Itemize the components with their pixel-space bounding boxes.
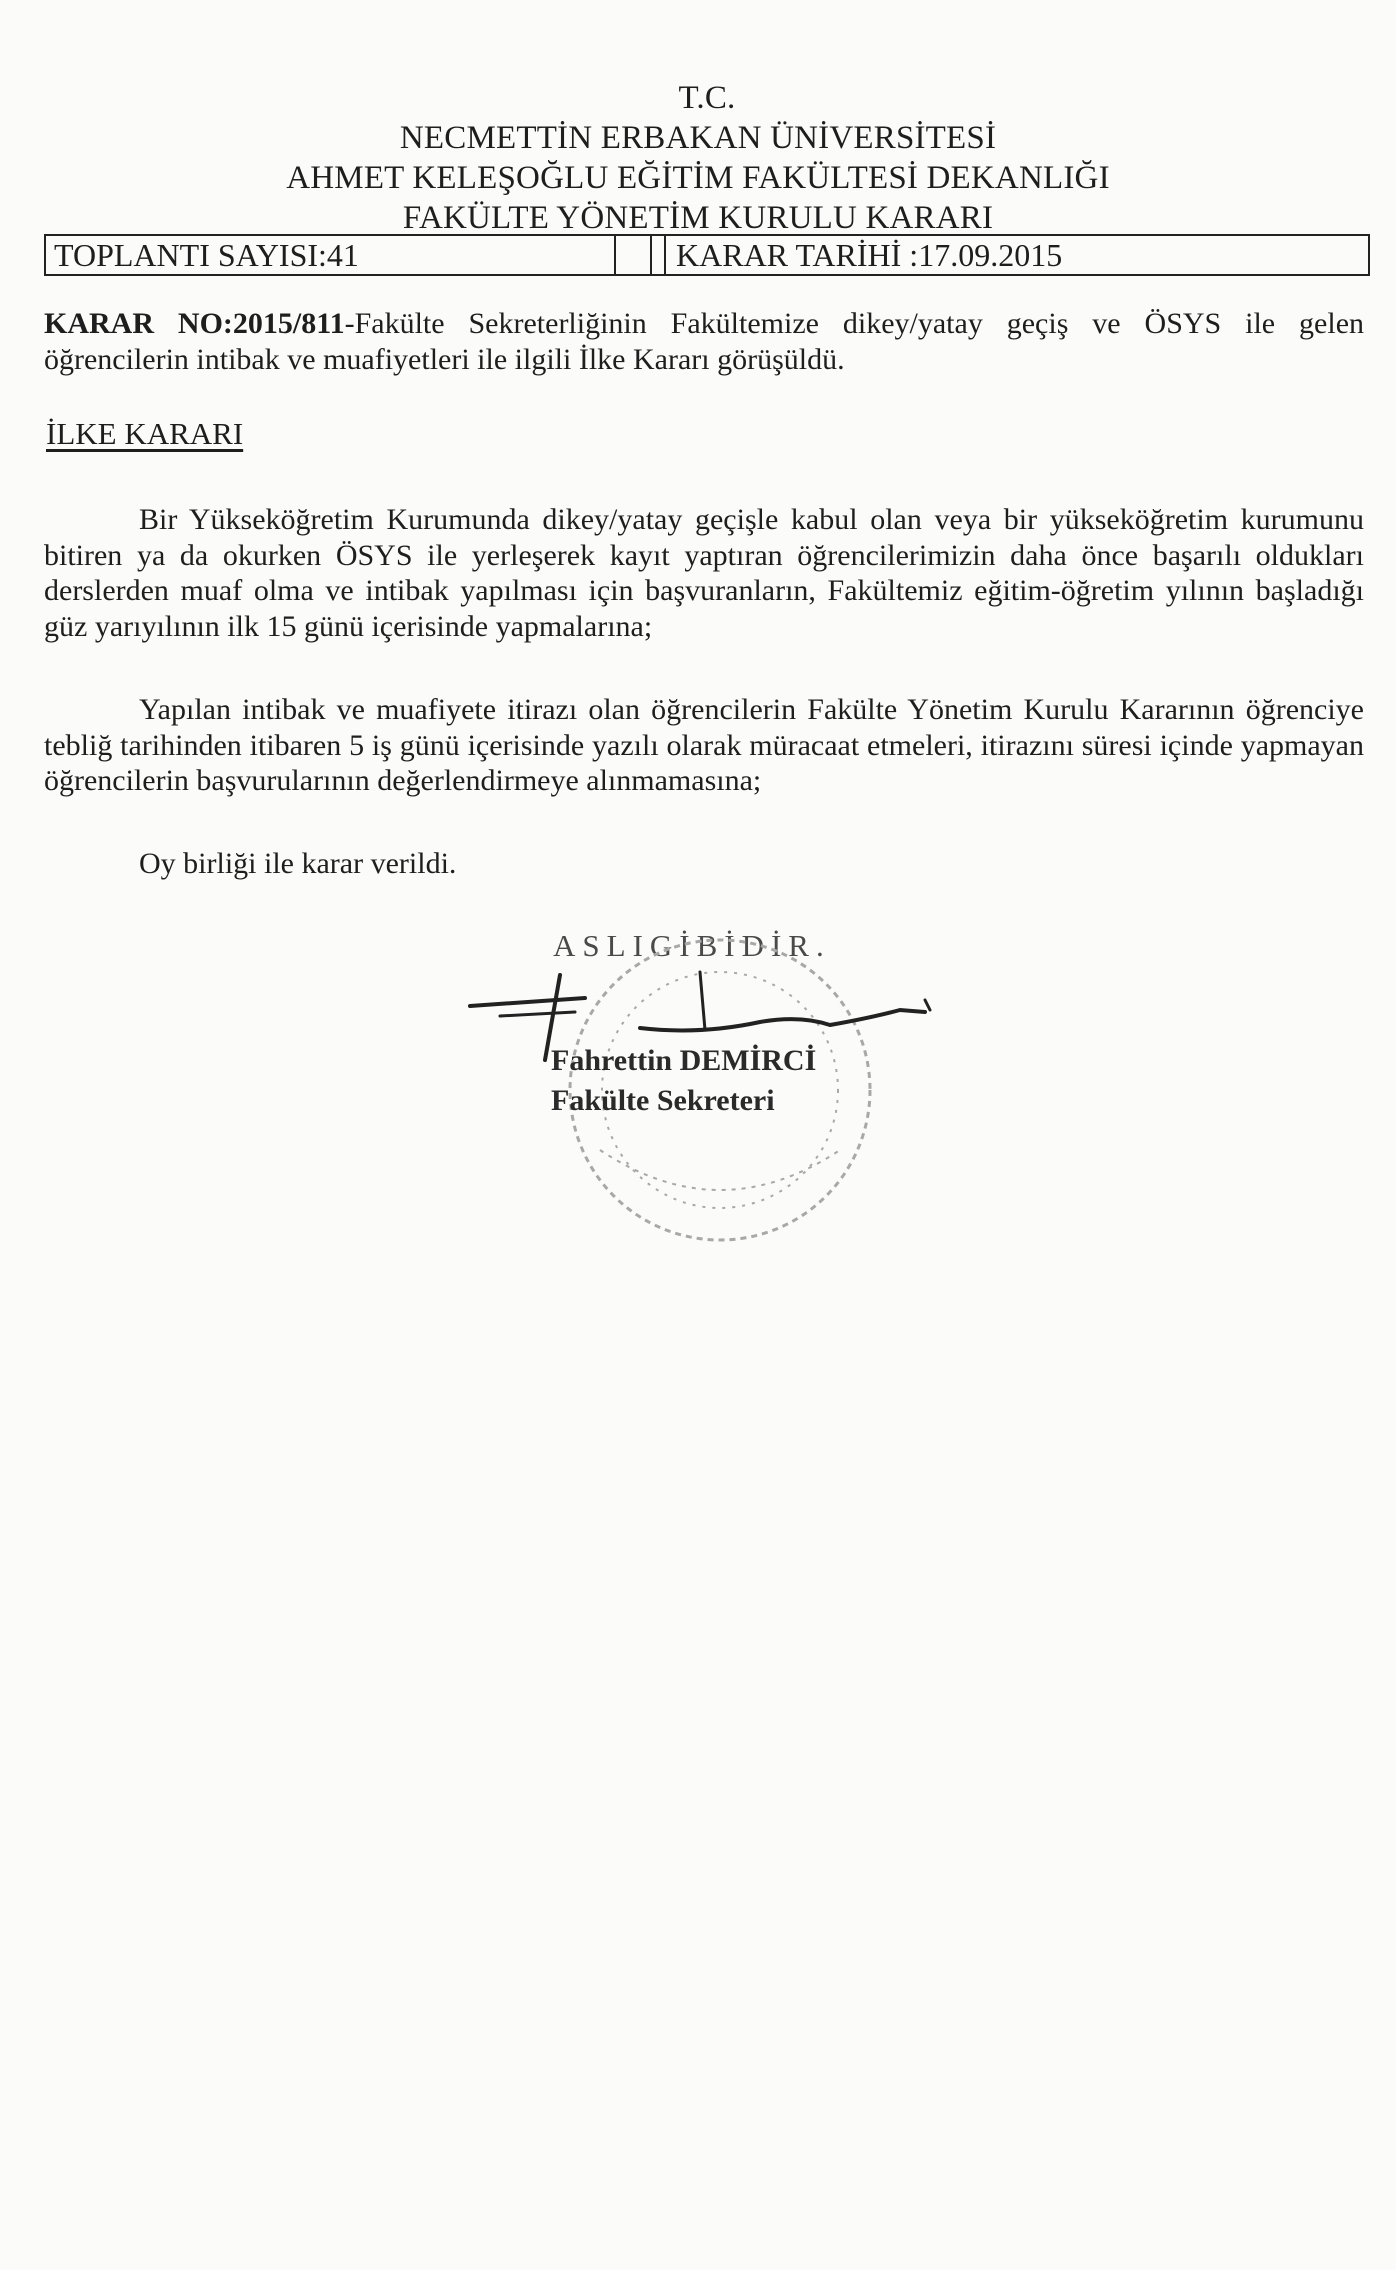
header-faculty: AHMET KELEŞOĞLU EĞİTİM FAKÜLTESİ DEKANLIĞI [286,160,1110,196]
principle-paragraph-2: Yapılan intibak ve muafiyete itirazı olan öğrencilerin Fakülte Yönetim Kurulu Kararının öğrenciye tebliğ tarihinden itibaren 5 iş günü içerisinde yazılı olarak müracaat etmeleri, itirazını süresi içinde yapmayan öğrencilerin başvurularının değerlendirmeye alınmamasına; [44,693,1364,797]
decision-date: KARAR TARİHİ :17.09.2015 [676,237,1063,273]
signer-title: Fakülte Sekreteri [551,1084,775,1117]
header-tc: T.C. [678,80,736,116]
signer-name: Fahrettin DEMİRCİ [551,1044,817,1077]
principle-paragraph-1: Bir Yükseköğretim Kurumunda dikey/yatay geçişle kabul olan veya bir yükseköğretim kurumunu bitiren ya da okurken ÖSYS ile yerleşerek kayıt yaptıran öğrencilerimizin daha önce başarılı oldukları derslerden muaf olma ve intibak yapılması için başvuranların, Fakültemiz eğitim-öğretim yılının başladığı güz yarıyılının ilk 15 günü içerisinde yapmalarına; [44,503,1364,643]
unanimous-decision: Oy birliği ile karar verildi. [139,847,457,880]
principle-title: İLKE KARARI [46,416,244,451]
decision-text: -Fakülte Sekreterliğinin Fakültemize dikey/yatay geçiş ve ÖSYS ile gelen öğrencilerin intibak ve muafiyetleri ile ilgili İlke Kararı görüşüldü. [44,307,1365,376]
decision-number: KARAR NO:2015/811 [44,307,345,340]
certified-copy-stamp-text: ASLIGİBİDİR. [553,928,831,963]
header-board: FAKÜLTE YÖNETİM KURULU KARARI [402,200,994,236]
header-university: NECMETTİN ERBAKAN ÜNİVERSİTESİ [399,120,997,156]
meeting-number: TOPLANTI SAYISI:41 [46,236,616,274]
